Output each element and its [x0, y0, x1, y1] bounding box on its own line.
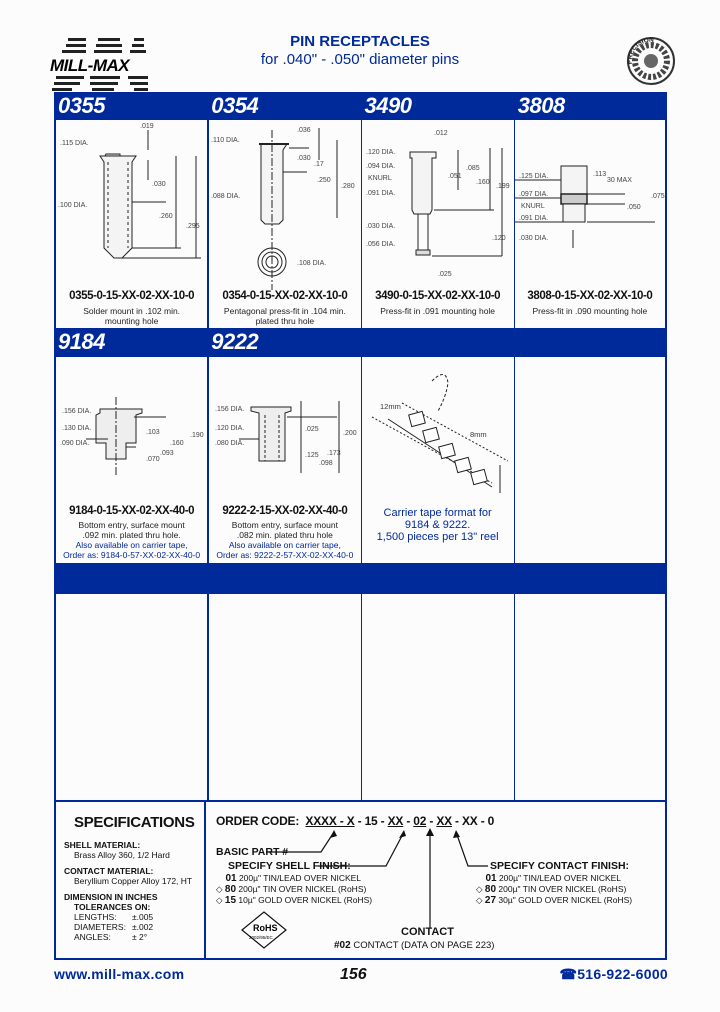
svg-text:.090 DIA.: .090 DIA.: [60, 440, 90, 447]
product-card-3808: [514, 120, 667, 328]
svg-text:2002/95/EC: 2002/95/EC: [249, 935, 273, 940]
precision-badge-icon: [626, 36, 676, 86]
diagram-9222: [209, 357, 360, 497]
specifications-panel: SPECIFICATIONS SHELL MATERIAL: Brass Alloy 360, 1/2 Hard CONTACT MATERIAL: Beryllium Copper Alloy 172, HT DIMENSION IN INCHES TOLERANCES ON: LENGTHS: ±.005 DIAMETERS: ±.002 ANGLES: ± 2°: [56, 802, 206, 958]
svg-text:.130 DIA.: .130 DIA.: [62, 425, 92, 432]
svg-text:.108 DIA.: .108 DIA.: [297, 260, 327, 267]
svg-text:.120: .120: [491, 235, 506, 242]
svg-text:.085: .085: [465, 165, 480, 172]
svg-text:.030 DIA.: .030 DIA.: [518, 235, 548, 242]
svg-text:.056 DIA.: .056 DIA.: [365, 241, 395, 248]
svg-text:.100 DIA.: .100 DIA.: [58, 202, 88, 209]
contact-finish-options: 01 200µ" TIN/LEAD OVER NICKEL ◇ 80 200µ" TIN OVER NICKEL (RoHS) ◇ 27 30µ" GOLD OVER NICKEL (RoHS): [476, 873, 633, 906]
page-title: [210, 33, 510, 69]
order-code-panel: [206, 802, 665, 958]
page-number: 156: [340, 966, 367, 983]
product-row-3: [54, 594, 667, 801]
contact-label: CONTACT: [401, 926, 454, 938]
svg-text:.051: .051: [447, 173, 462, 180]
svg-text:.260: .260: [159, 213, 173, 220]
empty-card: [514, 594, 667, 801]
svg-text:.250: .250: [317, 177, 331, 184]
product-row-2: [54, 357, 667, 563]
svg-text:.094 DIA.: .094 DIA.: [365, 163, 395, 170]
svg-text:30 MAX: 30 MAX: [606, 177, 632, 184]
series-empty-4: [514, 328, 667, 357]
svg-text:.115 DIA.: .115 DIA.: [60, 140, 89, 147]
empty-card: [54, 594, 207, 801]
svg-text:.075: .075: [650, 193, 665, 200]
svg-text:.110 DIA.: .110 DIA.: [211, 137, 240, 144]
part-description: Press-fit in .091 mounting hole: [380, 306, 496, 316]
product-card-0355: [54, 120, 207, 328]
carrier-tape-card: [361, 357, 514, 563]
series-0355: 0355: [58, 93, 105, 118]
basic-part-label: BASIC PART #: [216, 846, 289, 858]
part-number: 9222-2-15-XX-02-XX-40-0: [222, 505, 348, 517]
series-bar-3: [54, 563, 667, 594]
series-9222: 9222: [211, 329, 259, 354]
svg-text:.097 DIA.: .097 DIA.: [518, 191, 548, 198]
product-card-9222: [207, 357, 360, 563]
part-description: Pentagonal press-fit in .104 min. plated thru hole: [223, 306, 346, 326]
svg-text:.091 DIA.: .091 DIA.: [365, 190, 395, 197]
carrier-tape-diagram: [362, 357, 513, 497]
svg-text:.200: .200: [343, 430, 357, 437]
svg-text:.070: .070: [146, 456, 160, 463]
part-number: 3808-0-15-XX-02-XX-10-0: [527, 290, 653, 302]
svg-text:.098: .098: [319, 460, 333, 467]
svg-text:RoHS: RoHS: [253, 923, 278, 933]
title-subheading: for .040" - .050" diameter pins: [260, 51, 460, 68]
svg-text:.199: .199: [495, 183, 510, 190]
specifications-heading: SPECIFICATIONS: [74, 814, 195, 831]
specifications-section: [54, 800, 667, 960]
series-0354: 0354: [211, 93, 259, 118]
svg-text:8mm: 8mm: [469, 430, 487, 439]
svg-text:.156 DIA.: .156 DIA.: [215, 406, 245, 413]
svg-text:.030: .030: [297, 155, 311, 162]
website-link[interactable]: www.mill-max.com: [54, 966, 185, 982]
order-code: ORDER CODE: XXXX - X - 15 - XX - 02 - XX - XX - 0: [216, 814, 495, 828]
svg-text:.160: .160: [475, 179, 490, 186]
series-3490: 3490: [364, 93, 412, 118]
contact-finish-label: SPECIFY CONTACT FINISH:: [490, 860, 630, 872]
svg-text:.295: .295: [186, 223, 200, 230]
svg-text:.125 DIA.: .125 DIA.: [518, 173, 548, 180]
svg-text:.103: .103: [146, 429, 160, 436]
diagram-0354: [209, 120, 360, 290]
diagram-3808: [515, 120, 666, 290]
part-description: Bottom entry, surface mount .082 min. plated thru hole Also available on carrier tape, Order as: 9222-2-57-XX-02-XX-40-0: [216, 520, 354, 560]
shell-finish-options: 01 200µ" TIN/LEAD OVER NICKEL ◇ 80 200µ" TIN OVER NICKEL (RoHS) ◇ 15 10µ" GOLD OVER NICKEL (RoHS): [216, 873, 373, 906]
svg-text:.156 DIA.: .156 DIA.: [62, 408, 92, 415]
part-number: 0355-0-15-XX-02-XX-10-0: [69, 290, 195, 302]
svg-text:.093: .093: [160, 450, 174, 457]
carrier-tape-caption: Carrier tape format for 9184 & 9222. 1,500 pieces per 13" reel: [376, 507, 499, 543]
phone-number: ☎516-922-6000: [559, 966, 668, 982]
svg-text:.113: .113: [592, 171, 606, 178]
svg-text:.030: .030: [152, 181, 166, 188]
svg-text:.17: .17: [314, 161, 324, 168]
part-number: 0354-0-15-XX-02-XX-10-0: [222, 290, 348, 302]
series-3808: 3808: [517, 93, 565, 118]
svg-text:.036: .036: [297, 127, 311, 134]
empty-card: [514, 357, 667, 563]
svg-text:.012: .012: [433, 130, 448, 137]
empty-card: [207, 594, 360, 801]
svg-text:.173: .173: [327, 450, 341, 457]
svg-text:.080 DIA.: .080 DIA.: [215, 440, 245, 447]
svg-text:.025: .025: [305, 426, 319, 433]
svg-text:.280: .280: [341, 183, 355, 190]
shell-material: Brass Alloy 360, 1/2 Hard: [74, 850, 170, 860]
product-card-3490: [361, 120, 514, 328]
series-bar-2: [54, 328, 667, 357]
series-9184: 9184: [58, 329, 105, 354]
svg-text:.019: .019: [140, 123, 154, 130]
empty-card: [361, 594, 514, 801]
diagram-3490: [362, 120, 513, 290]
series-empty-3: [361, 328, 514, 357]
svg-text:.120 DIA.: .120 DIA.: [215, 425, 245, 432]
contact-material: Beryllium Copper Alloy 172, HT: [74, 876, 193, 886]
diagram-9184: [56, 357, 207, 497]
mill-max-logo: [50, 36, 156, 94]
svg-text:12mm: 12mm: [379, 402, 401, 411]
part-description: Press-fit in .090 mounting hole: [532, 306, 648, 316]
product-card-0354: [207, 120, 360, 328]
svg-text:.088 DIA.: .088 DIA.: [211, 193, 241, 200]
part-number: 3490-0-15-XX-02-XX-10-0: [375, 290, 501, 302]
series-bar-1: [54, 92, 667, 120]
svg-text:PRECISION: PRECISION: [626, 36, 654, 65]
tolerances-table: LENGTHS: ±.005 DIAMETERS: ±.002 ANGLES: ± 2°: [74, 912, 154, 942]
svg-text:KNURL: KNURL: [520, 203, 545, 210]
product-card-9184: [54, 357, 207, 563]
svg-text:.190: .190: [190, 432, 204, 439]
svg-text:.120 DIA.: .120 DIA.: [365, 149, 395, 156]
svg-text:.160: .160: [170, 440, 184, 447]
diagram-0355: [56, 120, 207, 290]
svg-text:.125: .125: [305, 452, 319, 459]
svg-text:.091 DIA.: .091 DIA.: [518, 215, 548, 222]
contact-info: #02 CONTACT (DATA ON PAGE 223): [334, 940, 495, 951]
phone-icon: ☎: [559, 966, 578, 982]
svg-text:MILL-MAX: MILL-MAX: [50, 56, 130, 75]
product-row-1: [54, 120, 667, 328]
svg-text:.050: .050: [626, 204, 641, 211]
part-number: 9184-0-15-XX-02-XX-40-0: [69, 505, 195, 517]
part-description: Bottom entry, surface mount .092 min. plated thru hole. Also available on carrier tape, Order as: 9184-0-57-XX-02-XX-40-0: [63, 520, 201, 560]
shell-finish-label: SPECIFY SHELL FINISH:: [228, 860, 351, 872]
part-description: Solder mount in .102 min. mounting hole: [83, 306, 181, 326]
svg-text:.025: .025: [437, 271, 452, 278]
svg-text:.030 DIA.: .030 DIA.: [365, 223, 395, 230]
title-heading: PIN RECEPTACLES: [290, 33, 430, 50]
svg-text:KNURL: KNURL: [367, 175, 392, 182]
